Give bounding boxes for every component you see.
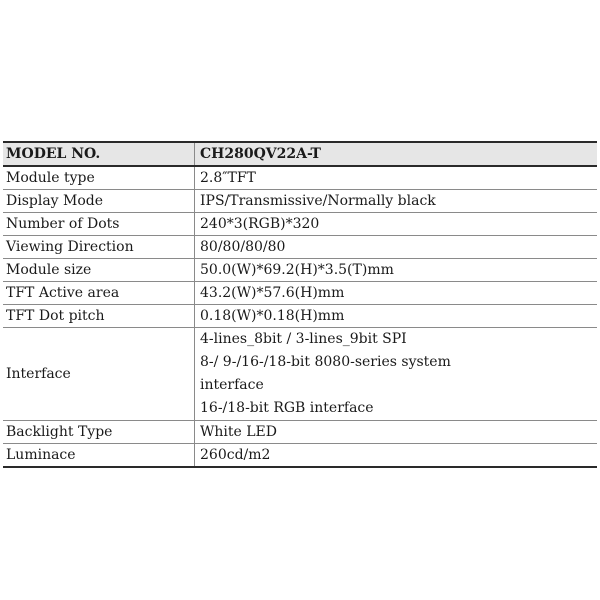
interface-line: 4-lines_8bit / 3-lines_9bit SPI	[200, 331, 407, 347]
table-row-interface	[3, 328, 597, 421]
header-model-value: CH280QV22A-T	[195, 142, 598, 166]
specification-table	[3, 141, 597, 468]
row-value: 43.2(W)*57.6(H)mm	[195, 282, 598, 305]
row-label: Number of Dots	[3, 213, 195, 236]
row-label: Module type	[3, 166, 195, 190]
row-label: TFT Dot pitch	[3, 305, 195, 328]
table-row-module-size	[3, 259, 597, 282]
table-row-number-of-dots	[3, 213, 597, 236]
row-value: 50.0(W)*69.2(H)*3.5(T)mm	[195, 259, 598, 282]
table-row-tft-dot-pitch	[3, 305, 597, 328]
table-row-display-mode	[3, 190, 597, 213]
row-value: IPS/Transmissive/Normally black	[195, 190, 598, 213]
table-row-module-type	[3, 166, 597, 190]
row-label: Luminace	[3, 444, 195, 468]
row-value: 80/80/80/80	[195, 236, 598, 259]
table-row-backlight-type	[3, 421, 597, 444]
row-value: 2.8″TFT	[195, 166, 598, 190]
row-value-multiline	[195, 328, 598, 421]
table-row-tft-active-area	[3, 282, 597, 305]
interface-line: 16-/18-bit RGB interface	[200, 400, 374, 416]
row-value: 260cd/m2	[195, 444, 598, 468]
row-label: Backlight Type	[3, 421, 195, 444]
row-label: TFT Active area	[3, 282, 195, 305]
row-label: Interface	[3, 328, 195, 421]
header-key-cell: MODEL NO.	[3, 142, 195, 166]
row-value: 0.18(W)*0.18(H)mm	[195, 305, 598, 328]
row-value: 240*3(RGB)*320	[195, 213, 598, 236]
interface-line: 8-/ 9-/16-/18-bit 8080-series system	[200, 354, 451, 370]
row-label: Display Mode	[3, 190, 195, 213]
interface-line: interface	[200, 377, 264, 393]
row-label: Viewing Direction	[3, 236, 195, 259]
table-row-viewing-direction	[3, 236, 597, 259]
table-header-row	[3, 142, 597, 166]
row-label: Module size	[3, 259, 195, 282]
row-value: White LED	[195, 421, 598, 444]
table-row-luminace	[3, 444, 597, 468]
